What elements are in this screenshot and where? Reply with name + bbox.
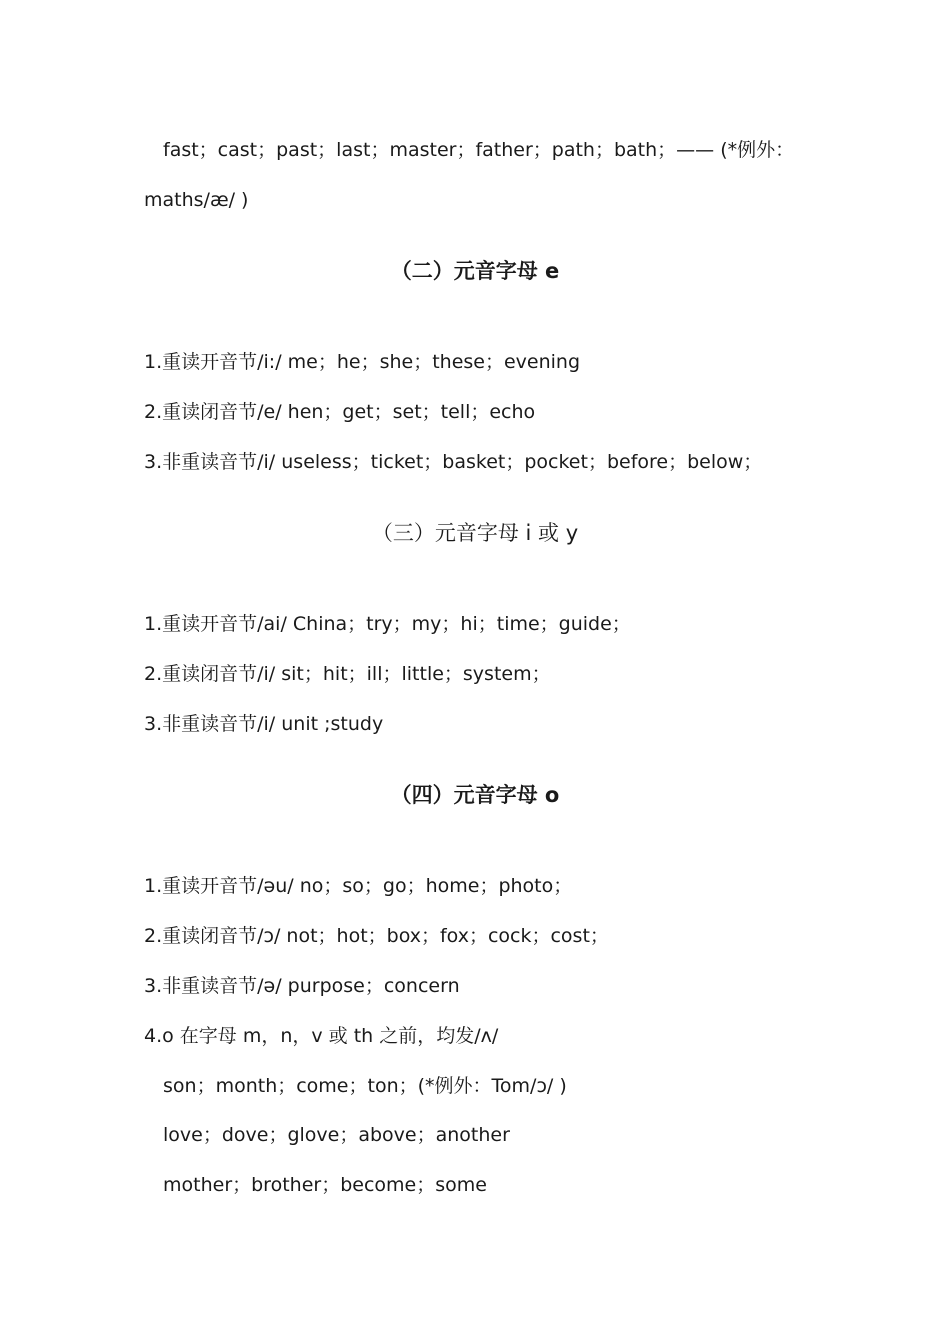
section-o-item-1: 1.重读开音节/əu/ no；so；go；home；photo； xyxy=(144,875,573,897)
section-heading-o: （四）元音字母 o xyxy=(390,783,560,807)
section-o-item-2: 2.重读闭音节/ɔ/ not；hot；box；fox；cock；cost； xyxy=(144,925,609,947)
intro-line-2: maths/æ/ ) xyxy=(144,189,249,211)
section-e-item-2: 2.重读闭音节/e/ hen；get；set；tell；echo xyxy=(144,401,536,423)
section-o-example-1: son；month；come；ton；(*例外：Tom/ɔ/ ) xyxy=(163,1075,567,1097)
section-iy-item-3: 3.非重读音节/i/ unit ;study xyxy=(144,713,384,735)
section-o-item-4: 4.o 在字母 m，n，v 或 th 之前，均发/ʌ/ xyxy=(144,1025,499,1047)
section-o-example-2: love；dove；glove；above；another xyxy=(163,1124,510,1146)
intro-line-1: fast；cast；past；last；master；father；path；bath；—— (*例外： xyxy=(163,139,795,161)
section-heading-i-y: （三）元音字母 i 或 y xyxy=(371,521,579,545)
section-iy-item-1: 1.重读开音节/ai/ China；try；my；hi；time；guide； xyxy=(144,613,631,635)
section-iy-item-2: 2.重读闭音节/i/ sit；hit；ill；little；system； xyxy=(144,663,551,685)
section-e-item-1: 1.重读开音节/i:/ me；he；she；these；evening xyxy=(144,351,581,373)
section-o-example-3: mother；brother；become；some xyxy=(163,1174,487,1196)
section-o-item-3: 3.非重读音节/ə/ purpose；concern xyxy=(144,975,460,997)
section-heading-e: （二）元音字母 e xyxy=(390,259,560,283)
section-e-item-3: 3.非重读音节/i/ useless；ticket；basket；pocket；before；below； xyxy=(144,451,763,473)
